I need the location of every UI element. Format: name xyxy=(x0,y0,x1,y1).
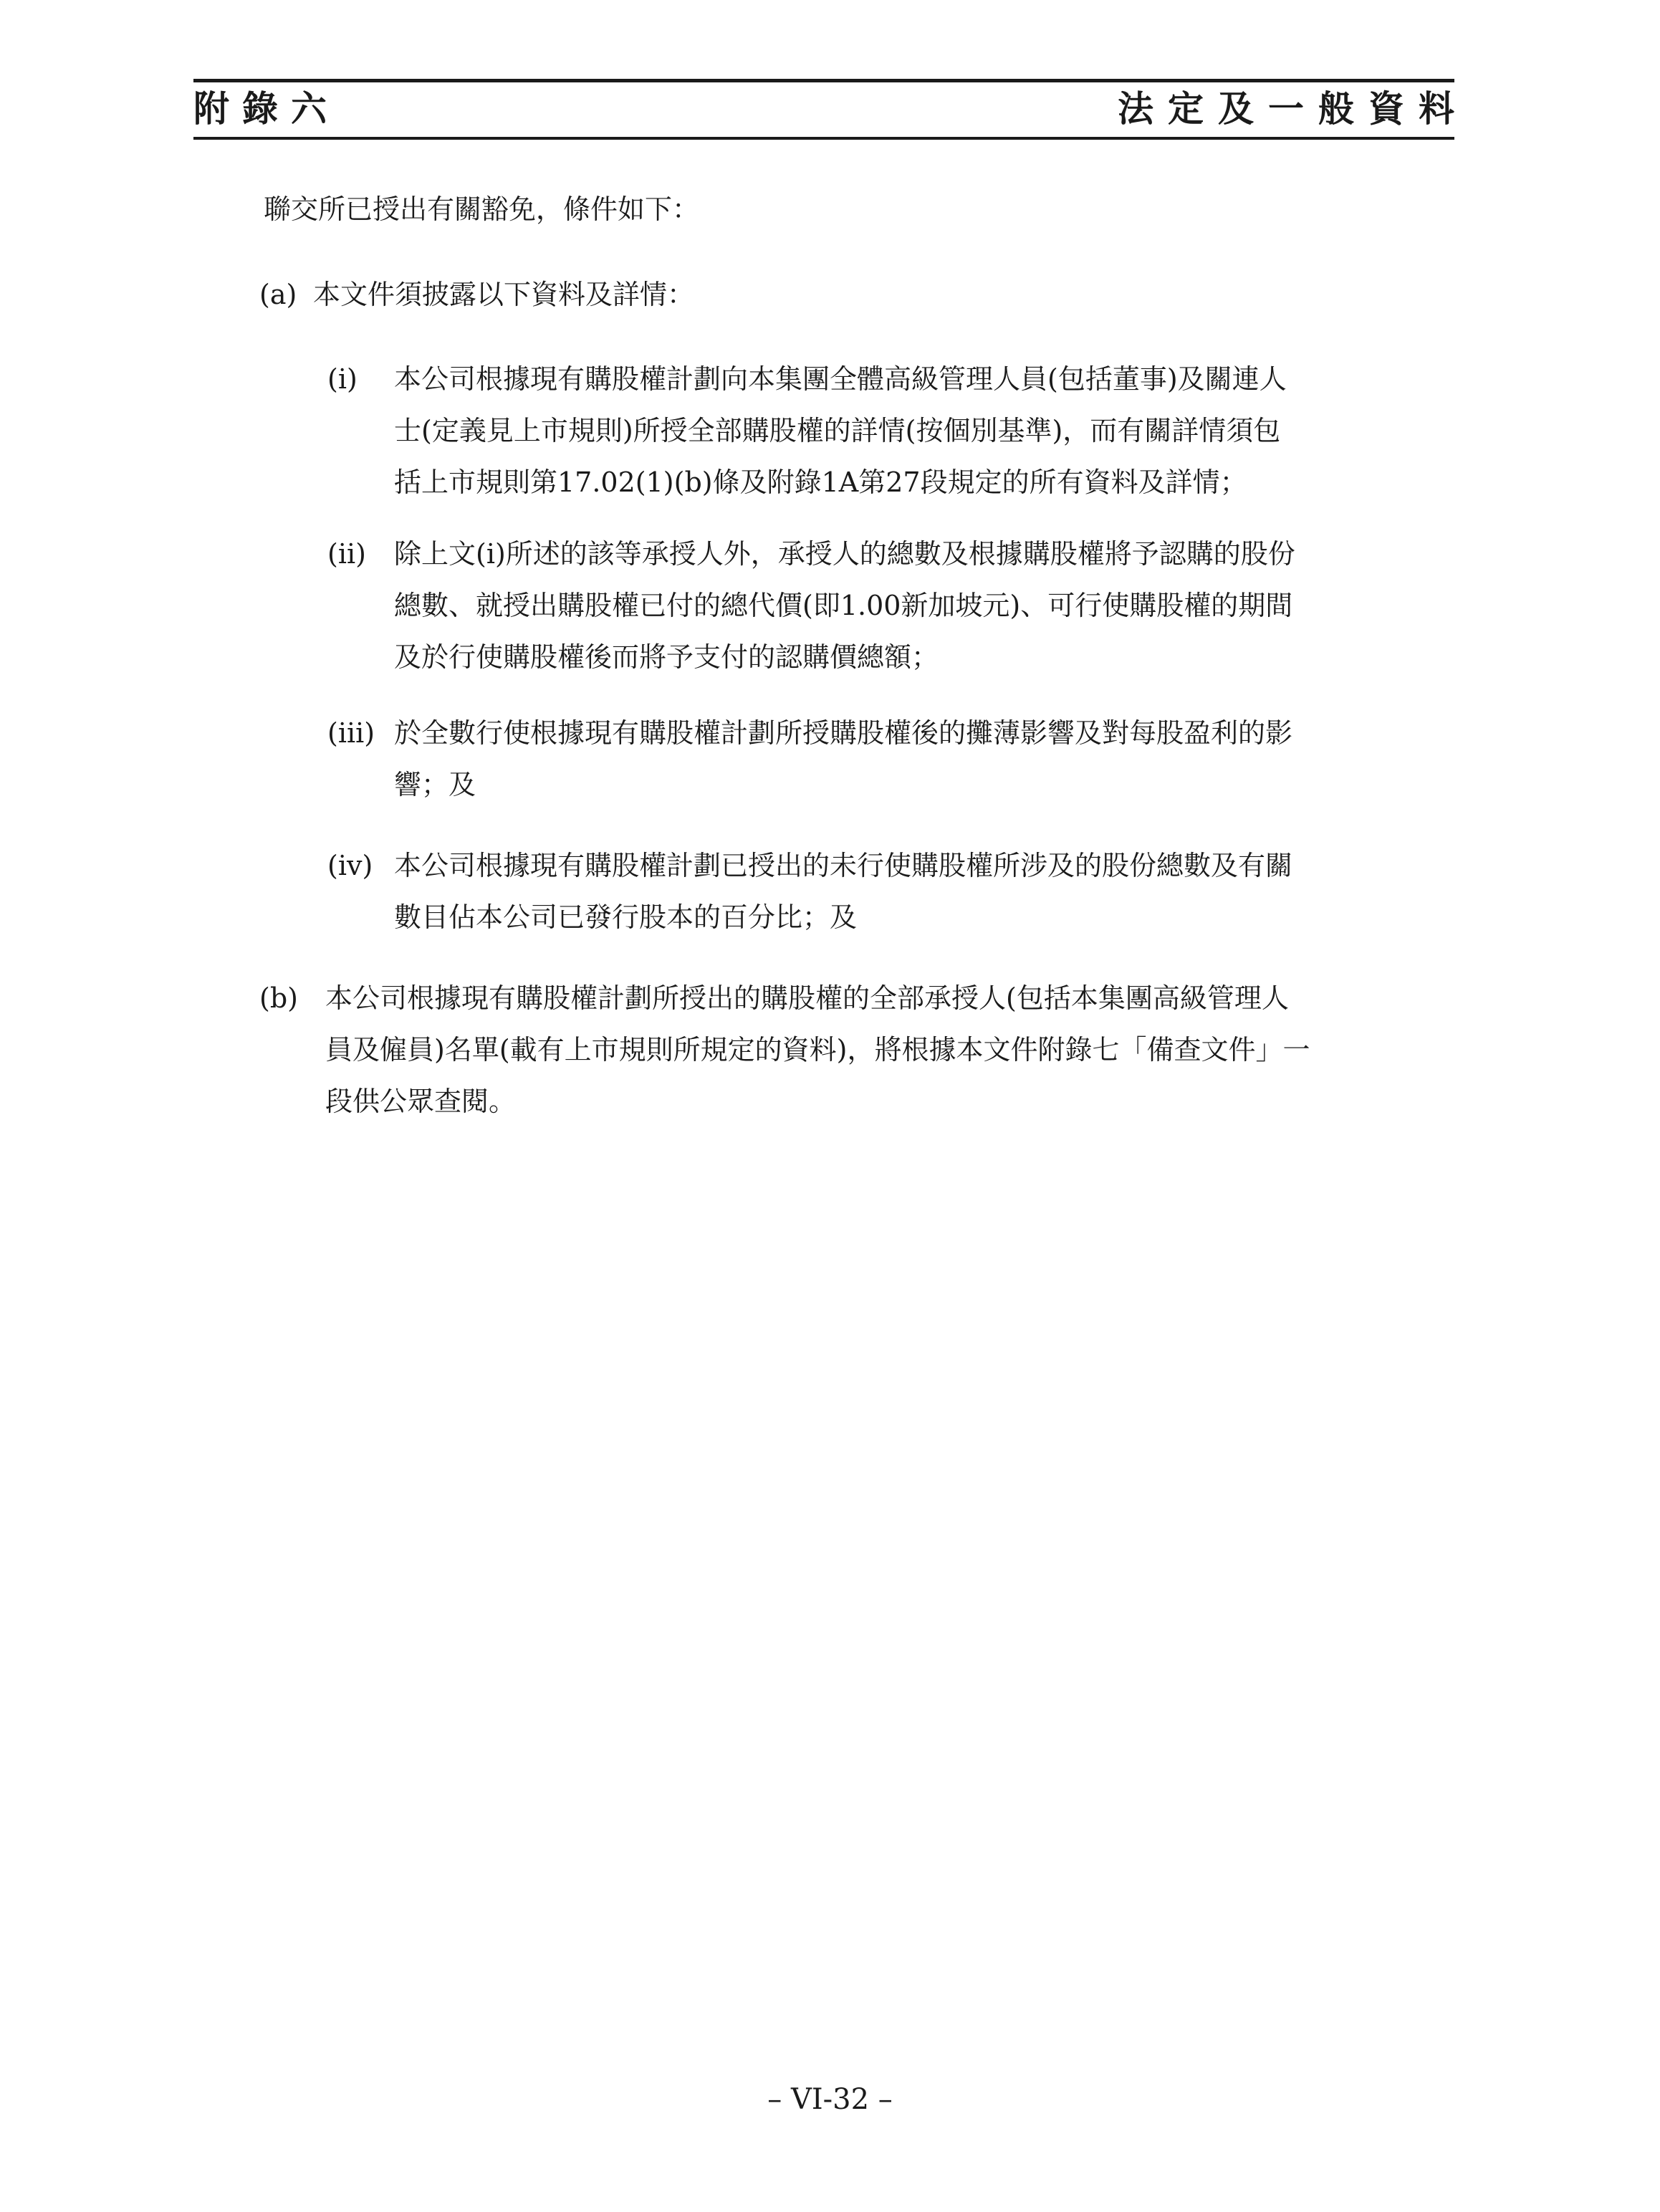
subitem-iv-line: 本公司根據現有購股權計劃已授出的未行使購股權所涉及的股份總數及有關 xyxy=(394,850,1293,881)
subitem-i-line: 本公司根據現有購股權計劃向本集團全體高級管理人員(包括董事)及關連人 xyxy=(394,363,1287,395)
subitem-iii-line: 響；及 xyxy=(394,769,476,800)
subitem-ii-marker: (ii) xyxy=(327,538,366,570)
intro-paragraph: 聯交所已授出有關豁免，條件如下： xyxy=(264,193,700,225)
subitem-iii xyxy=(327,707,1292,810)
subitem-ii xyxy=(327,528,1295,683)
item-a-marker: (a) xyxy=(259,279,297,310)
subitem-iv-line: 數目佔本公司已發行股本的百分比；及 xyxy=(394,901,858,933)
header-bottom-rule xyxy=(193,137,1454,140)
section-title: 法定及一般資料 xyxy=(1118,87,1469,130)
subitem-iii-marker: (iii) xyxy=(327,717,375,749)
subitem-ii-line: 及於行使購股權後而將予支付的認購價總額； xyxy=(394,641,939,673)
item-a-text: 本文件須披露以下資料及詳情： xyxy=(313,279,695,310)
subitem-i-line: 括上市規則第17.02(1)(b)條及附錄1A第27段規定的所有資料及詳情； xyxy=(394,466,1247,498)
item-b-marker: (b) xyxy=(259,982,298,1014)
subitem-iv xyxy=(327,840,1292,943)
page-number: – VI-32 – xyxy=(767,2083,893,2116)
subitem-iv-marker: (iv) xyxy=(327,850,373,881)
subitem-i-marker: (i) xyxy=(327,363,358,395)
item-b xyxy=(259,972,1310,1127)
item-b-line: 段供公眾查閱。 xyxy=(325,1086,517,1117)
subitem-i xyxy=(327,353,1287,508)
subitem-ii-line: 總數、就授出購股權已付的總代價(即1.00新加坡元)、可行使購股權的期間 xyxy=(394,590,1293,621)
item-b-line: 員及僱員)名單(載有上市規則所規定的資料)，將根據本文件附錄七「備查文件」一 xyxy=(325,1034,1310,1066)
item-b-line: 本公司根據現有購股權計劃所授出的購股權的全部承授人(包括本集團高級管理人 xyxy=(325,982,1289,1014)
subitem-iii-line: 於全數行使根據現有購股權計劃所授購股權後的攤薄影響及對每股盈利的影 xyxy=(394,717,1293,749)
appendix-label: 附錄六 xyxy=(193,87,340,130)
header-top-rule xyxy=(193,79,1454,82)
subitem-ii-line: 除上文(i)所述的該等承授人外，承授人的總數及根據購股權將予認購的股份 xyxy=(394,538,1295,570)
subitem-i-line: 士(定義見上市規則)所授全部購股權的詳情(按個別基準)，而有關詳情須包 xyxy=(394,415,1281,446)
